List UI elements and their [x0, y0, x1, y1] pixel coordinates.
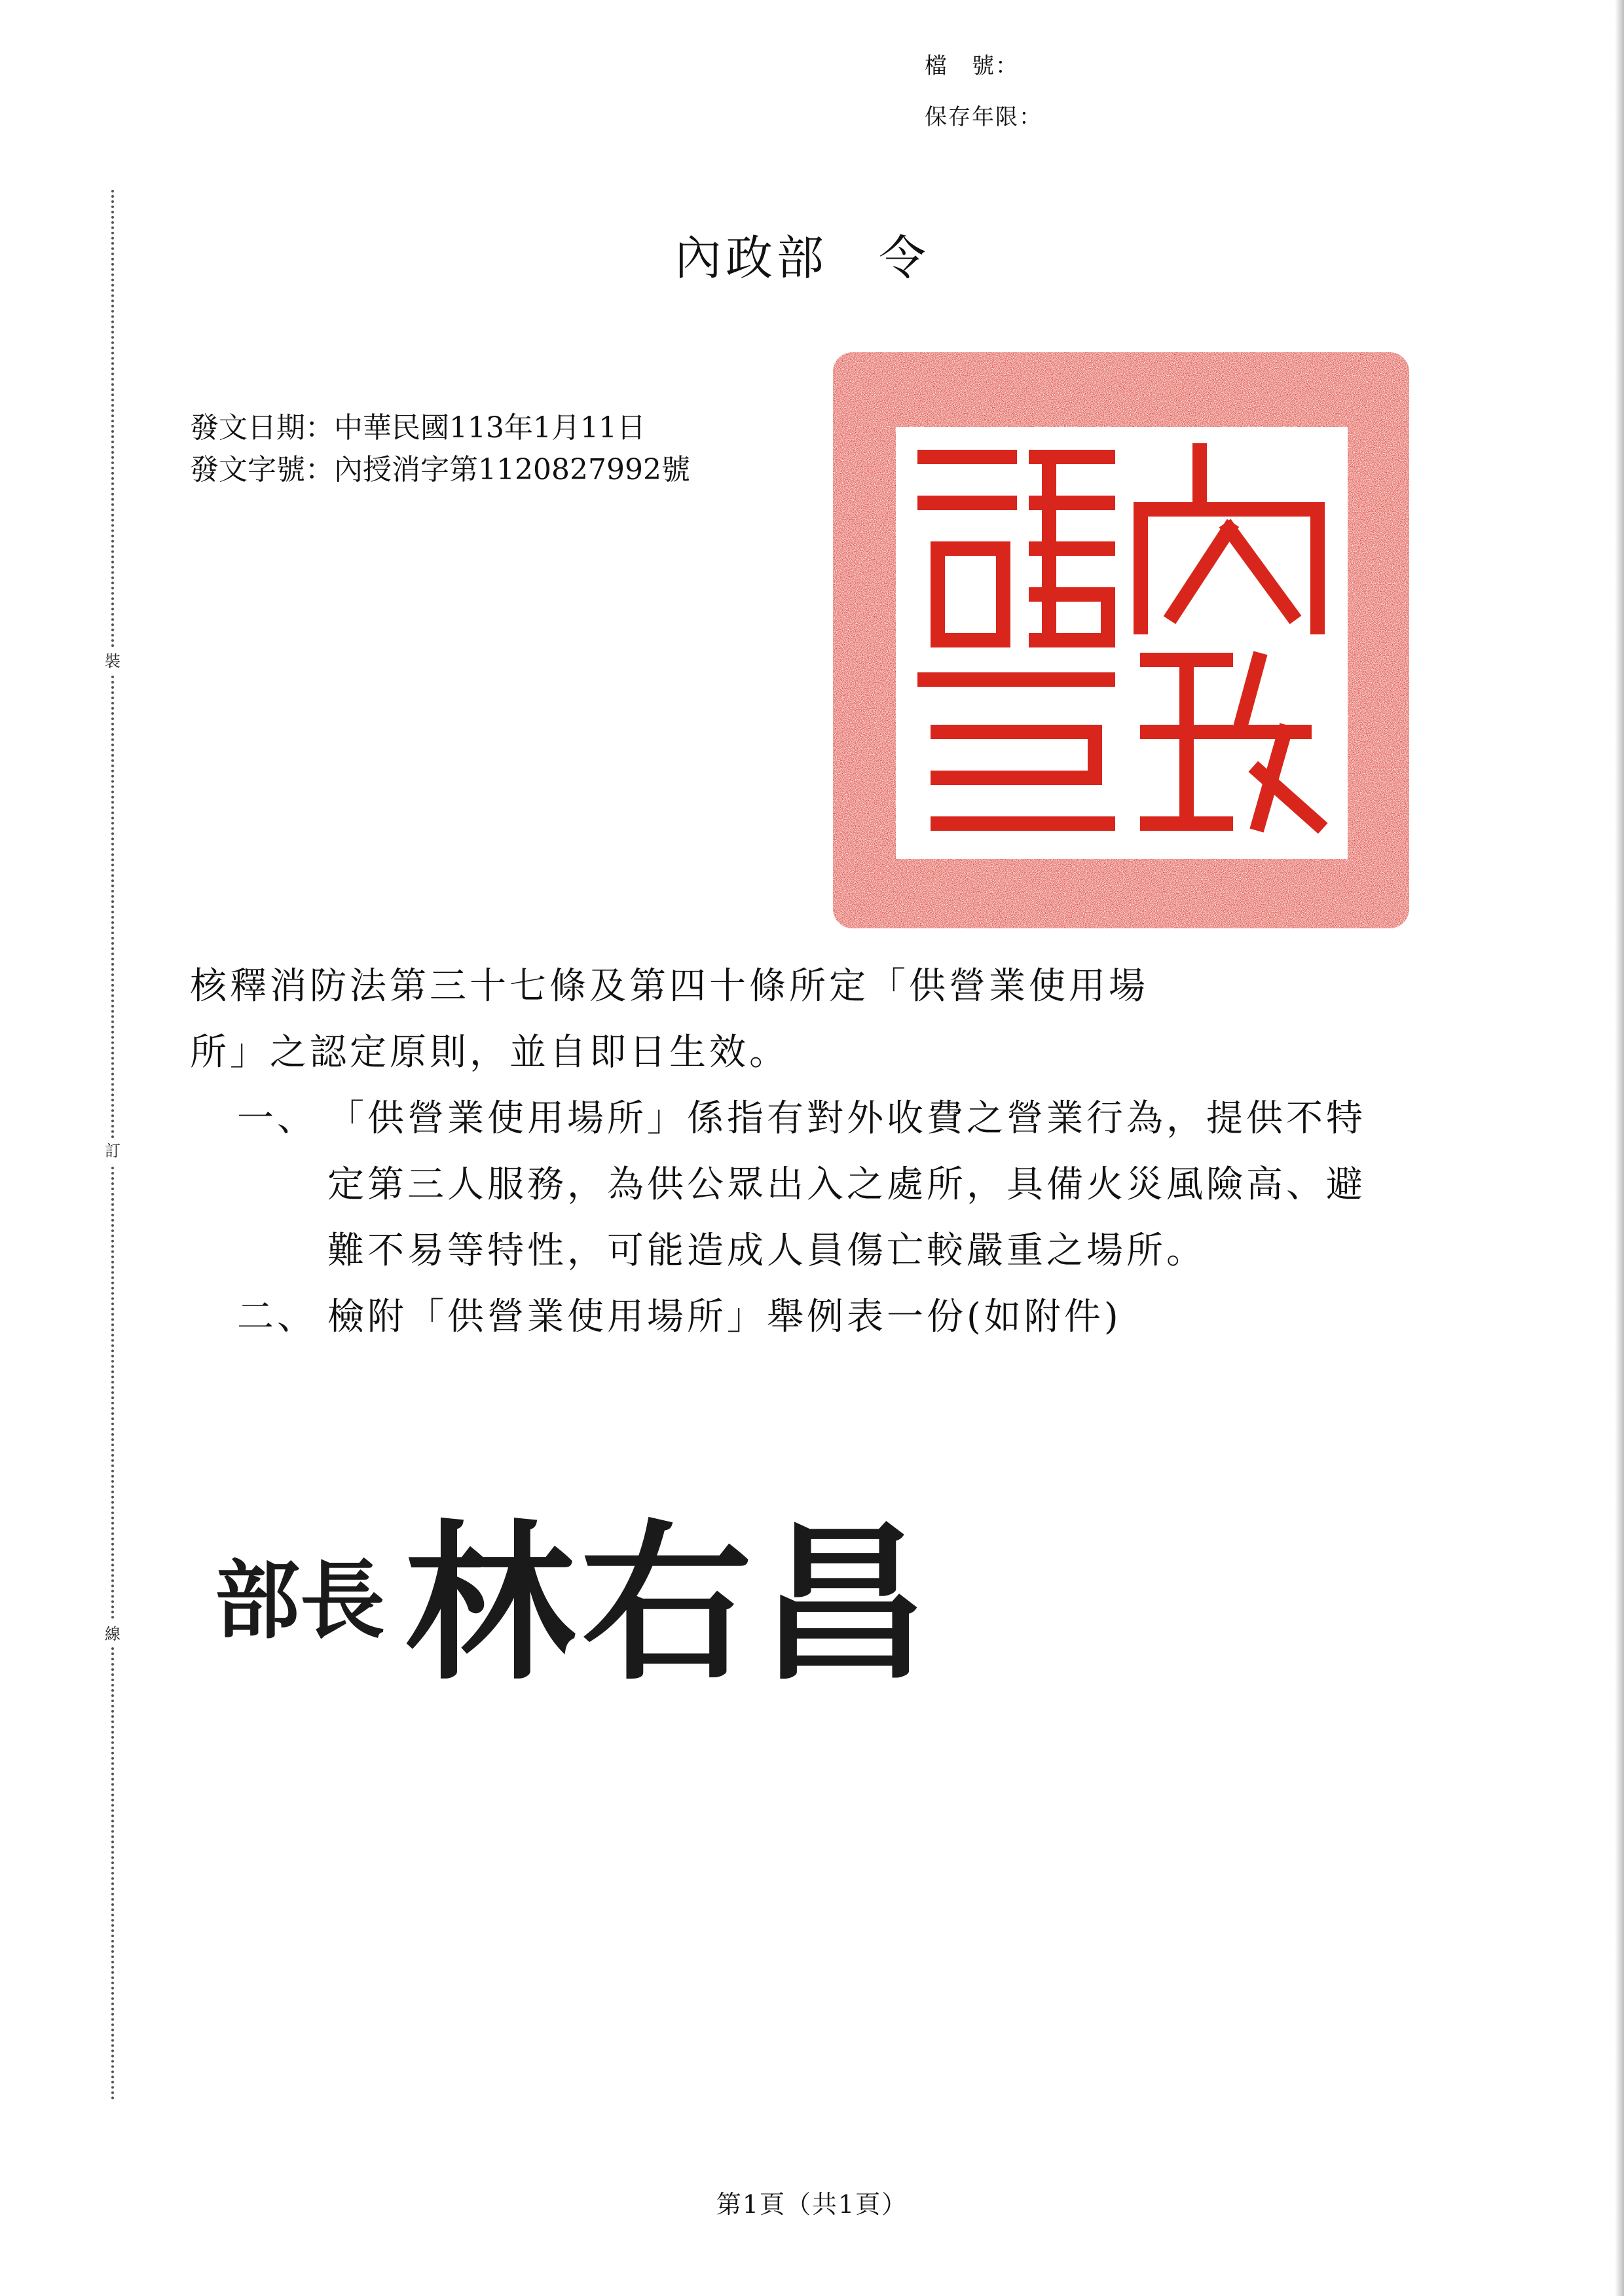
- issue-number: 發文字號：內授消字第1120827992號: [190, 453, 690, 486]
- retention-row: [925, 92, 1043, 143]
- page-edge-shadow: [1615, 0, 1624, 2296]
- binding-mark-ding: 訂: [101, 1138, 124, 1164]
- signature-name: 林右昌: [405, 1504, 935, 1704]
- order-body: [190, 953, 1434, 1350]
- item-text: 檢附「供營業使用場所」舉例表一份(如附件): [327, 1296, 1122, 1338]
- item-text: 「供營業使用場所」係指有對外收費之營業行為，提供不特定第三人服務，為供公眾出入之處所，具備火災風險高、避難不易等特性，可能造成人員傷亡較嚴重之場所。: [327, 1097, 1366, 1272]
- list-item: [190, 1284, 1434, 1350]
- item-marker: 一、: [237, 1097, 317, 1140]
- list-item: [190, 1085, 1434, 1284]
- file-meta: [925, 41, 1043, 143]
- issue-date: 發文日期：中華民國113年1月11日: [190, 411, 646, 445]
- issue-info: [190, 407, 690, 491]
- binding-mark-zhuang: 裝: [101, 648, 124, 674]
- file-number-row: [925, 41, 1043, 92]
- signature-title: 部長: [215, 1550, 386, 1650]
- intro-line-2: 所」之認定原則，並自即日生效。: [190, 1031, 789, 1074]
- file-number-label: 檔 號：: [925, 53, 1019, 79]
- page-footer: 第1頁（共1頁）: [716, 2190, 908, 2219]
- retention-label: 保存年限：: [925, 104, 1043, 130]
- intro-line-1: 核釋消防法第三十七條及第四十條所定「供營業使用場: [190, 965, 1149, 1008]
- item-marker: 二、: [237, 1296, 317, 1338]
- official-seal: [833, 352, 1409, 928]
- minister-signature-stamp: [208, 1473, 968, 1709]
- binding-mark-xian: 線: [101, 1621, 124, 1647]
- document-title: 內政部 令: [674, 230, 931, 285]
